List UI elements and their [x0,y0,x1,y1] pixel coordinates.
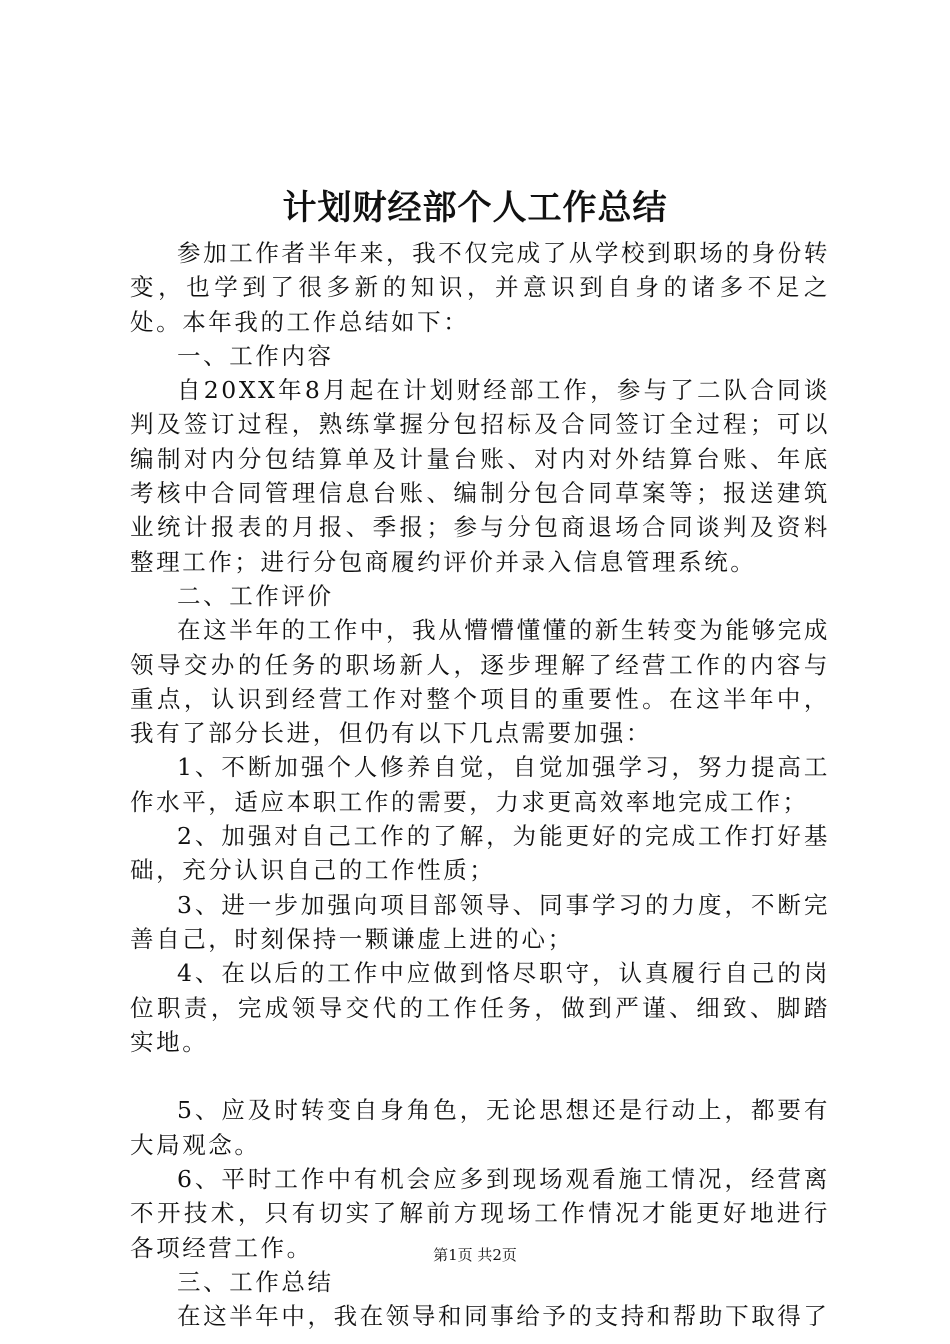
blank-line [130,1059,830,1093]
work-content-paragraph: 自20XX年8月起在计划财经部工作，参与了二队合同谈判及签订过程，熟练掌握分包招标及合同签订全过程；可以编制对内分包结算单及计量台账、对内对外结算台账、年底考核中合同管理信息台账、编制分包合同草案等；报送建筑业统计报表的月报、季报；参与分包商退场合同谈判及资料整理工作；进行分包商履约评价并录入信息管理系统。 [130,376,830,576]
intro-paragraph: 参加工作者半年来，我不仅完成了从学校到职场的身份转变，也学到了很多新的知识，并意识到自身的诸多不足之处。本年我的工作总结如下： [130,239,830,336]
list-item: 6、平时工作中有机会应多到现场观看施工情况，经营离不开技术，只有切实了解前方现场工作情况才能更好地进行各项经营工作。 [130,1165,830,1262]
list-item: 3、进一步加强向项目部领导、同事学习的力度，不断完善自己，时刻保持一颗谦虚上进的心； [130,890,830,953]
document-body [130,236,830,1334]
list-item: 1、不断加强个人修养自觉，自觉加强学习，努力提高工作水平，适应本职工作的需要，力求更高效率地完成工作； [130,753,830,816]
section-heading-work-evaluation: 二、工作评价 [177,581,334,610]
page-number-footer: 第1页 共2页 [433,1246,517,1264]
list-item: 2、加强对自己工作的了解，为能更好的完成工作打好基础，充分认识自己的工作性质； [130,822,830,885]
list-item: 5、应及时转变自身角色，无论思想还是行动上，都要有大局观念。 [130,1096,830,1159]
section-heading-work-summary: 三、工作总结 [177,1267,334,1296]
document-title: 计划财经部个人工作总结 [282,188,668,228]
section-heading-work-content: 一、工作内容 [177,341,334,370]
list-item: 4、在以后的工作中应做到恪尽职守，认真履行自己的岗位职责，完成领导交代的工作任务，做到严谨、细致、脚踏实地。 [130,959,830,1056]
work-summary-paragraph: 在这半年中，我在领导和同事给予的支持和帮助下取得了 [177,1302,830,1331]
work-evaluation-paragraph: 在这半年的工作中，我从懵懵懂懂的新生转变为能够完成领导交办的任务的职场新人，逐步理解了经营工作的内容与重点，认识到经营工作对整个项目的重要性。在这半年中，我有了部分长进，但仍有以下几点需要加强： [130,616,830,748]
